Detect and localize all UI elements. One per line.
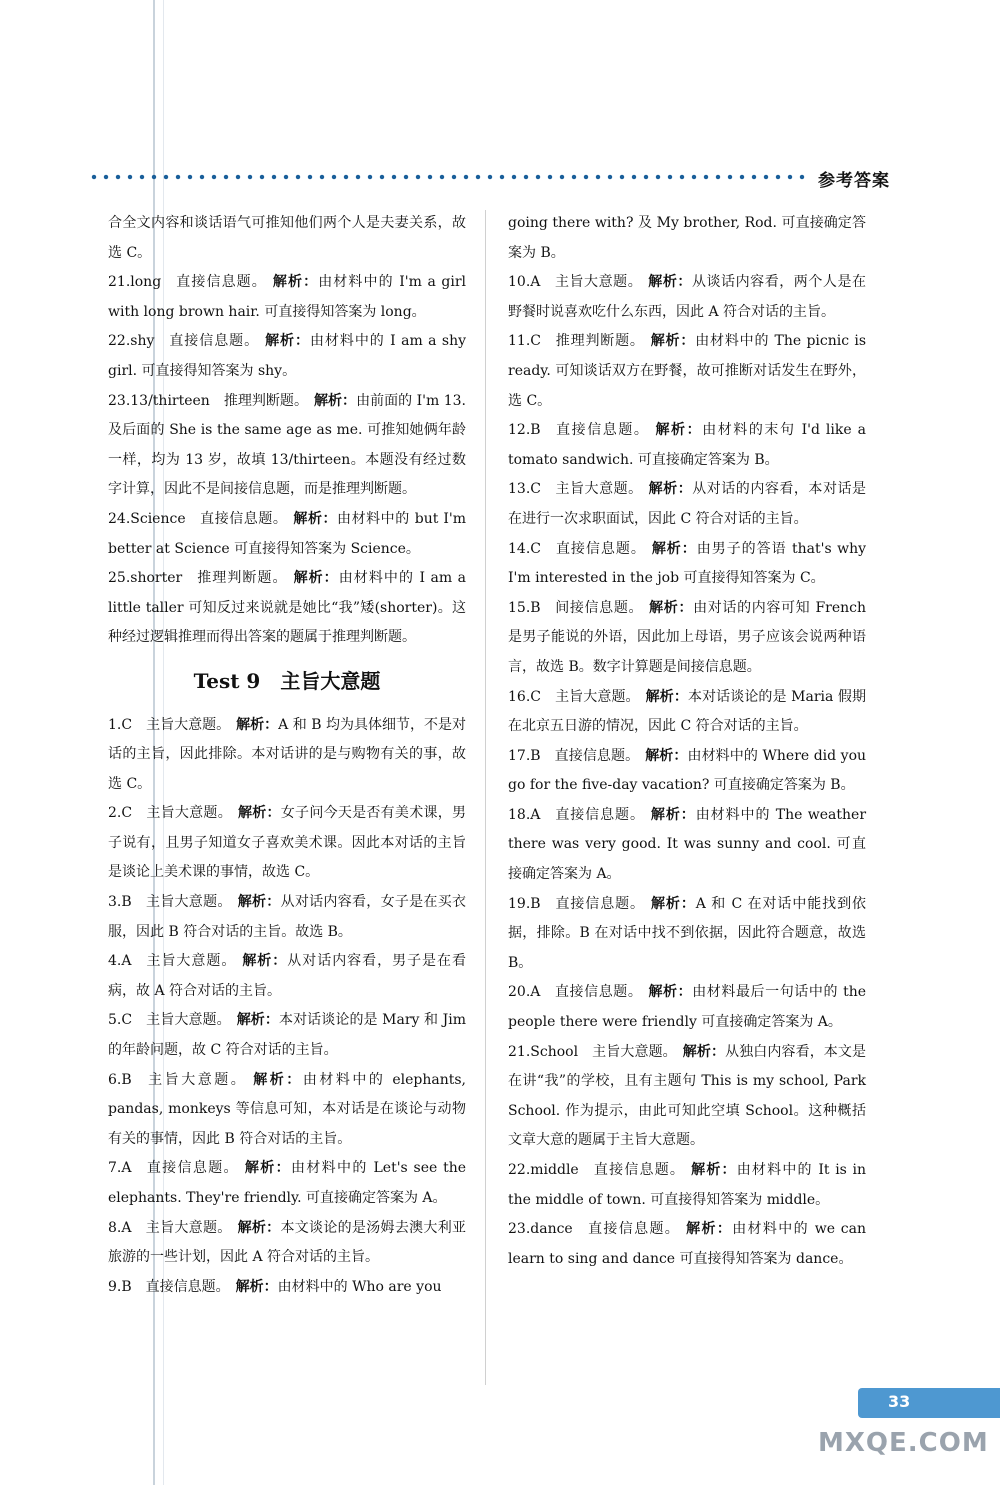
answer-number: 23. <box>508 1221 531 1238</box>
question-type: 主旨大意题。 <box>592 1043 677 1060</box>
answer-value: B <box>530 895 541 912</box>
analysis-label: 解析： <box>236 1012 279 1029</box>
watermark-site-text: MXQE.COM <box>818 1428 989 1458</box>
answer-value: A <box>530 274 541 291</box>
answer-number: 5. <box>108 1012 122 1029</box>
analysis-label: 解析： <box>649 599 694 616</box>
answer-value: A <box>121 1160 132 1177</box>
analysis-label: 解析： <box>235 1278 278 1295</box>
analysis-text: 由男子的答语 that's why I'm interested in the job 可直接得知答案为 C。 <box>508 540 867 587</box>
analysis-label: 解析： <box>242 953 288 970</box>
analysis-text: 由材料中的 Let's see the elephants. They're friendly. 可直接确定答案为 A。 <box>108 1160 467 1206</box>
answer-value: B <box>530 599 541 616</box>
analysis-label: 解析： <box>650 806 696 823</box>
watermark-logo <box>818 1388 1000 1468</box>
analysis-text: 本对话谈论的是 Mary 和 Jim 的年龄问题，故 C 符合对话的主旨。 <box>108 1012 467 1059</box>
answer-number: 10. <box>508 274 531 291</box>
answer-entry <box>508 890 866 979</box>
answer-entry <box>108 387 466 505</box>
answer-value: B <box>121 1071 132 1088</box>
analysis-text: 由材料中的 The picnic is ready. 可知谈话双方在野餐，故可推断对话发生在野外，选 C。 <box>508 333 867 409</box>
analysis-label: 解析： <box>691 1162 737 1178</box>
analysis-text: 由材料的末句 I'd like a tomato sandwich. 可直接确定答案为 B。 <box>508 422 867 468</box>
answer-number: 18. <box>508 806 531 823</box>
question-type: 直接信息题。 <box>554 895 645 912</box>
analysis-text: 由材料最后一句话中的 the people there were friendly 可直接确定答案为 A。 <box>508 984 866 1031</box>
analysis-text: 由对话的内容可知 French 是男子能说的外语，因此加上母语，男子应该会说两种语言，故选 B。数字计算题是间接信息题。 <box>508 599 867 675</box>
answer-value: shorter <box>130 570 183 587</box>
analysis-text: 由材料中的 but I'm better at Science 可直接得知答案为 Science。 <box>108 510 467 557</box>
answer-entry <box>108 327 466 386</box>
analysis-text: 女子问今天是否有美术课，男子说有，且男子知道女子喜欢美术课。因此本对话的主旨是谈论上美术课的事情，故选 C。 <box>108 805 467 881</box>
answer-value: C <box>121 805 133 822</box>
answer-entry <box>508 978 866 1037</box>
page-number: 33 <box>888 1392 911 1411</box>
analysis-label: 解析： <box>650 333 696 350</box>
analysis-label: 解析： <box>293 510 338 527</box>
answer-entry <box>108 1214 466 1273</box>
question-type: 直接信息题。 <box>145 1278 230 1295</box>
analysis-text: 从对话内容看，男子是在看病，故 A 符合对话的主旨。 <box>108 953 467 999</box>
analysis-text: 由材料中的 It is in the middle of town. 可直接得知答案为 middle。 <box>508 1162 867 1208</box>
answer-value: dance <box>530 1221 573 1238</box>
answer-entry <box>508 1156 866 1215</box>
question-type: 直接信息题。 <box>168 333 260 350</box>
answer-entry <box>508 742 866 801</box>
answer-value: A <box>121 953 132 970</box>
question-type: 主旨大意题。 <box>145 1071 248 1088</box>
answer-number: 20. <box>508 984 531 1001</box>
answer-value: shy <box>130 333 155 350</box>
answer-number: 17. <box>508 747 531 764</box>
right-intro-text: going there with? 及 My brother, Rod. 可直接确定答案为 B。 <box>508 215 866 261</box>
question-type: 主旨大意题。 <box>146 716 231 733</box>
analysis-label: 解析： <box>682 1043 726 1060</box>
answer-number: 4. <box>108 953 122 970</box>
analysis-label: 解析： <box>237 805 281 822</box>
analysis-label: 解析： <box>648 984 693 1001</box>
answer-entry <box>108 799 466 888</box>
answer-entry <box>508 1038 866 1156</box>
question-type: 主旨大意题。 <box>554 274 643 291</box>
answer-number: 12. <box>508 422 531 439</box>
answer-entry <box>108 268 466 327</box>
left-intro-text: 合全文内容和谈话语气可推知他们两个人是夫妻关系，故选 C。 <box>108 215 466 261</box>
analysis-text: 从谈话内容看，两个人是在野餐时说喜欢吃什么东西，因此 A 符合对话的主旨。 <box>508 274 867 320</box>
column-divider <box>485 210 486 1385</box>
answer-entry <box>108 1154 466 1213</box>
analysis-label: 解析： <box>253 1071 303 1088</box>
analysis-label: 解析： <box>686 1221 733 1238</box>
left-column <box>108 209 466 1302</box>
question-type: 直接信息题。 <box>592 1162 686 1178</box>
analysis-label: 解析： <box>648 274 692 291</box>
answer-value: C <box>530 481 541 498</box>
answer-number: 14. <box>508 540 531 557</box>
answer-value: Science <box>130 510 186 527</box>
answer-value: A <box>530 984 541 1001</box>
analysis-text: 本文谈论的是汤姆去澳大利亚旅游的一些计划，因此 A 符合对话的主旨。 <box>108 1219 467 1266</box>
answer-value: C <box>530 333 541 350</box>
answer-value: C <box>121 716 133 733</box>
answer-number: 22. <box>508 1162 531 1178</box>
answer-number: 1. <box>108 716 122 733</box>
answer-entry <box>108 1066 466 1155</box>
answer-entry <box>108 1006 466 1065</box>
answer-entry <box>108 1273 466 1303</box>
analysis-label: 解析： <box>236 716 279 733</box>
answer-entry <box>108 505 466 564</box>
analysis-label: 解析： <box>265 333 310 350</box>
question-type: 直接信息题。 <box>554 984 643 1001</box>
analysis-label: 解析： <box>651 540 697 557</box>
test9-answer-list <box>108 711 466 1303</box>
answer-number: 13. <box>508 481 531 498</box>
answer-number: 22. <box>108 333 131 350</box>
answer-value: A <box>121 1219 132 1236</box>
analysis-label: 解析： <box>648 481 693 498</box>
analysis-text: A 和 C 在对话中能找到依据，排除。B 在对话中找不到依据，因此符合题意，故选 B。 <box>508 895 866 971</box>
answer-value: B <box>121 894 132 911</box>
answer-entry <box>508 683 866 742</box>
answer-entry <box>508 801 866 890</box>
analysis-label: 解析： <box>293 570 339 587</box>
question-type: 主旨大意题。 <box>554 688 640 705</box>
question-type: 主旨大意题。 <box>145 894 232 911</box>
analysis-text: 从对话内容看，女子是在买衣服，因此 B 符合对话的主旨。故选 B。 <box>108 894 467 940</box>
answer-value: C <box>530 688 541 705</box>
analysis-label: 解析： <box>650 895 696 912</box>
analysis-text: 由材料中的 elephants, pandas, monkeys 等信息可知，本对话是在谈论与动物有关的事情，因此 B 符合对话的主旨。 <box>108 1071 467 1147</box>
answer-number: 24. <box>108 510 131 527</box>
analysis-label: 解析： <box>272 274 319 291</box>
answer-value: B <box>121 1278 132 1295</box>
answer-number: 16. <box>508 688 531 705</box>
question-type: 直接信息题。 <box>554 747 640 764</box>
answer-number: 21. <box>508 1043 531 1060</box>
answer-value: 13/thirteen <box>130 392 210 409</box>
question-type: 直接信息题。 <box>554 422 650 439</box>
question-type: 间接信息题。 <box>554 599 644 616</box>
question-type: 直接信息题。 <box>554 540 646 557</box>
answer-number: 11. <box>508 333 531 350</box>
answer-number: 19. <box>508 895 531 912</box>
answer-value: B <box>530 422 541 439</box>
analysis-text: A 和 B 均为具体细节，不是对话的主旨，因此排除。本对话讲的是与购物有关的事，故选 C。 <box>108 716 467 792</box>
analysis-text: 由材料中的 I'm a girl with long brown hair. 可直接得知答案为 long。 <box>108 274 466 320</box>
question-type: 推理判断题。 <box>223 392 308 409</box>
answer-entry <box>508 535 866 594</box>
answer-value: B <box>530 747 541 764</box>
answer-number: 8. <box>108 1219 122 1236</box>
analysis-label: 解析： <box>655 422 703 439</box>
answer-number: 2. <box>108 805 122 822</box>
header-dotted-rule <box>88 172 808 182</box>
answer-number: 23. <box>108 392 131 409</box>
analysis-text: 由材料中的 The weather there was very good. It was sunny and cool. 可直接确定答案为 A。 <box>508 806 867 883</box>
right-column <box>508 209 866 1274</box>
question-type: 推理判断题。 <box>196 570 288 587</box>
question-type: 直接信息题。 <box>145 1160 239 1177</box>
analysis-label: 解析： <box>645 688 688 705</box>
answer-value: C <box>121 1012 133 1029</box>
analysis-text: 由材料中的 Where did you go for the five-day vacation? 可直接确定答案为 B。 <box>508 747 867 794</box>
answer-entry <box>508 475 866 534</box>
analysis-text: 由材料中的 Who are you <box>277 1278 442 1295</box>
question-type: 直接信息题。 <box>586 1221 681 1238</box>
left-answer-list <box>108 268 466 653</box>
question-type: 主旨大意题。 <box>145 953 237 970</box>
question-type: 主旨大意题。 <box>554 481 643 498</box>
answer-entry <box>108 947 466 1006</box>
answer-entry <box>508 268 866 327</box>
analysis-label: 解析： <box>237 1219 281 1236</box>
question-type: 直接信息题。 <box>199 510 288 527</box>
answer-value: School <box>530 1043 579 1060</box>
answer-number: 6. <box>108 1071 122 1088</box>
answer-number: 9. <box>108 1278 122 1295</box>
answer-value: long <box>130 274 162 291</box>
answer-entry <box>508 594 866 683</box>
answer-entry <box>508 327 866 416</box>
answer-entry <box>508 1215 866 1274</box>
question-type: 主旨大意题。 <box>145 1219 232 1236</box>
analysis-text: 从对话的内容看，本对话是在进行一次求职面试，因此 C 符合对话的主旨。 <box>508 481 867 527</box>
analysis-label: 解析： <box>237 894 281 911</box>
analysis-text: 由材料中的 we can learn to sing and dance 可直接得知答案为 dance。 <box>508 1221 867 1267</box>
question-type: 推理判断题。 <box>554 333 645 350</box>
answer-entry <box>108 711 466 800</box>
answer-number: 7. <box>108 1160 122 1177</box>
question-type: 主旨大意题。 <box>146 805 232 822</box>
answer-entry <box>108 888 466 947</box>
answer-entry <box>508 416 866 475</box>
analysis-label: 解析： <box>645 747 688 764</box>
question-type: 直接信息题。 <box>175 274 267 291</box>
analysis-text: 由材料中的 I am a shy girl. 可直接得知答案为 shy。 <box>108 333 466 379</box>
question-type: 主旨大意题。 <box>146 1012 231 1029</box>
analysis-text: 由前面的 I'm 13. 及后面的 She is the same age as me. 可推知她俩年龄一样，均为 13 岁，故填 13/thirteen。本题没有经过数字计算，因此不是间接信息题，而是推理判断题。 <box>108 392 467 498</box>
section-title-test9: Test 9 主旨大意题 <box>193 668 381 693</box>
analysis-text: 由材料中的 I am a little taller 可知反过来说就是她比“我”矮(shorter)。这种经过逻辑推理而得出答案的题属于推理判断题。 <box>108 570 467 646</box>
answer-number: 15. <box>508 599 531 616</box>
analysis-text: 本对话谈论的是 Maria 假期在北京五日游的情况，因此 C 符合对话的主旨。 <box>508 688 867 735</box>
question-type: 直接信息题。 <box>554 806 645 823</box>
answer-value: middle <box>530 1162 579 1178</box>
answer-number: 25. <box>108 570 131 587</box>
analysis-label: 解析： <box>244 1160 291 1177</box>
answer-number: 3. <box>108 894 122 911</box>
page-header-title: 参考答案 <box>818 171 890 191</box>
right-answer-list <box>508 268 866 1274</box>
answer-value: C <box>530 540 541 557</box>
analysis-label: 解析： <box>313 392 357 409</box>
answer-entry <box>108 564 466 653</box>
answer-value: A <box>530 806 541 823</box>
answer-number: 21. <box>108 274 131 291</box>
page-number-band <box>858 1388 1000 1418</box>
analysis-text: 从独白内容看，本文是在讲“我”的学校，且有主题句 This is my school, Park School. 作为提示，由此可知此空填 School。这种概括文章大意的题属于主旨大意题。 <box>508 1043 867 1149</box>
